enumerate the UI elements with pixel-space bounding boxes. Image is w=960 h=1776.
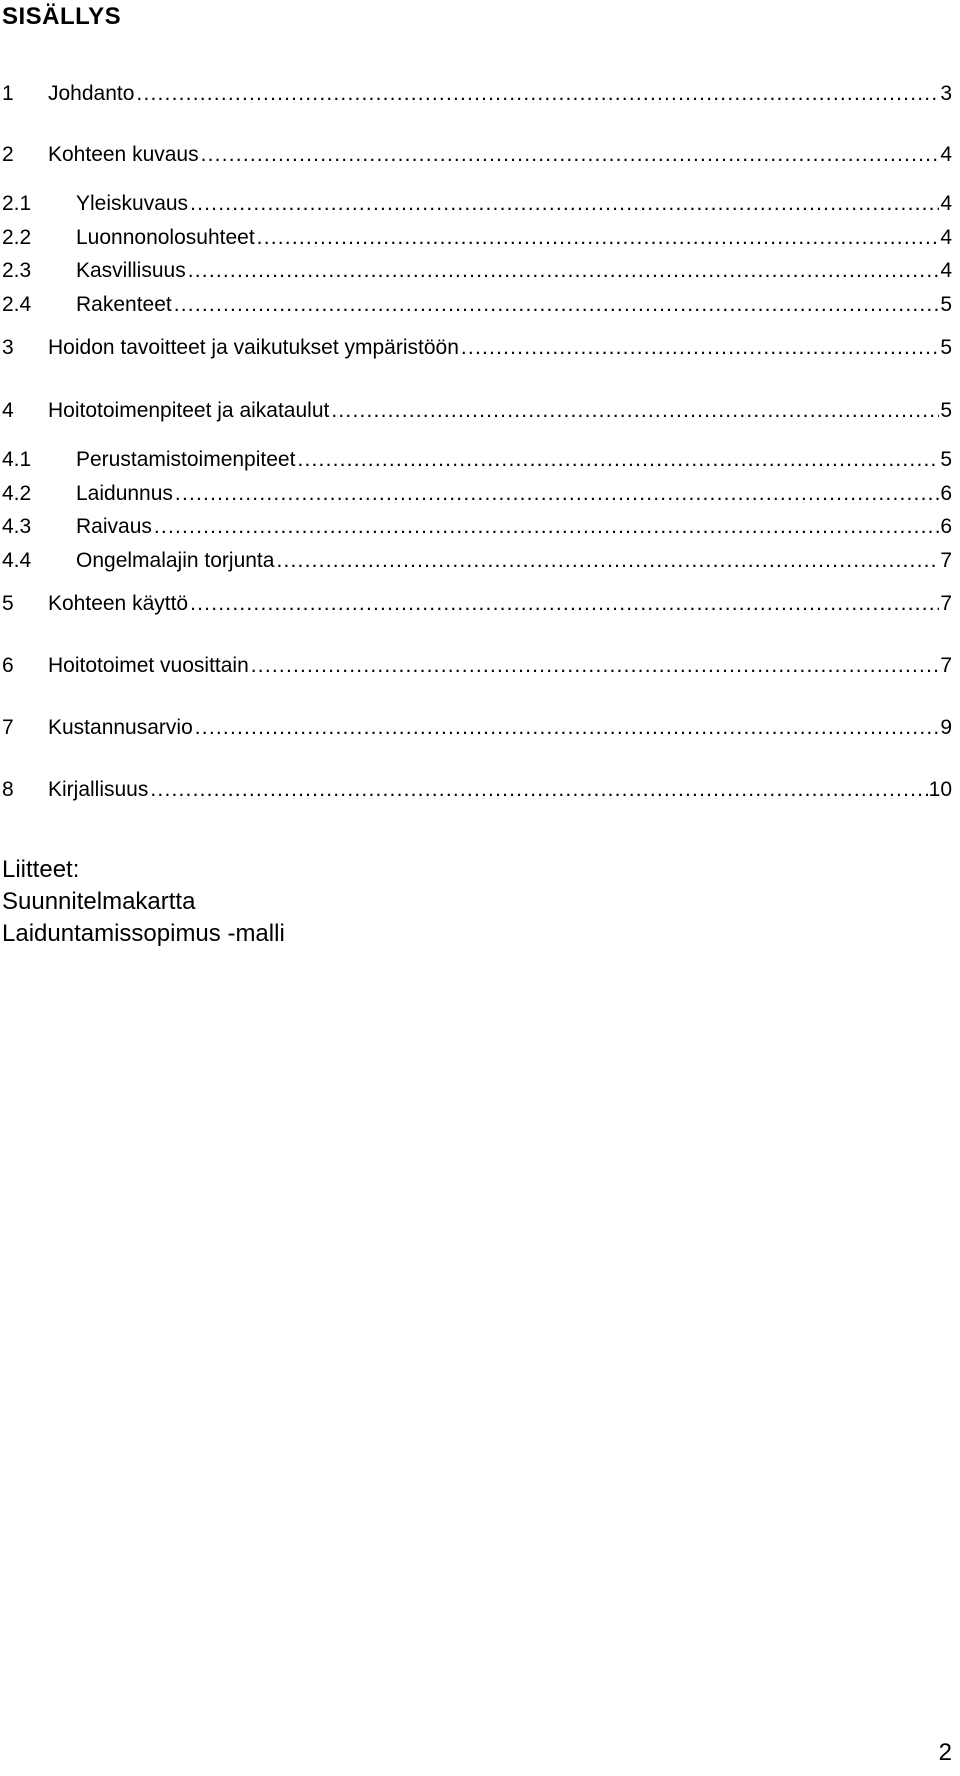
toc-entry-number: 2.2 (2, 226, 32, 249)
toc-entry-2-4[interactable] (2, 291, 952, 319)
toc-entry-1[interactable] (2, 80, 952, 108)
toc-entry-8[interactable] (2, 776, 952, 804)
toc-entry-page: 5 (940, 336, 952, 359)
toc-entry-page: 7 (940, 654, 952, 677)
toc-entry-7[interactable] (2, 714, 952, 742)
toc-entry-number: 2.3 (2, 259, 32, 282)
toc-entry-number: 4 (2, 399, 14, 422)
toc-entry-page: 4 (940, 226, 952, 249)
toc-dot-leader (195, 714, 940, 742)
toc-dot-leader (154, 513, 939, 541)
page-number: 2 (938, 1739, 952, 1766)
toc-entry-page: 6 (940, 515, 952, 538)
toc-dot-leader (190, 590, 939, 618)
toc-entry-label: Raivaus (76, 515, 152, 538)
toc-entry-2-3[interactable] (2, 257, 952, 285)
toc-entry-label: Kirjallisuus (48, 778, 149, 801)
toc-entry-2-2[interactable] (2, 224, 952, 252)
toc-dot-leader (461, 334, 939, 362)
toc-entry-4-4[interactable] (2, 547, 952, 575)
toc-dot-leader (297, 446, 939, 474)
toc-entry-page: 7 (940, 592, 952, 615)
toc-entry-number: 2.1 (2, 192, 32, 215)
toc-entry-page: 5 (940, 399, 952, 422)
toc-entry-number: 4.1 (2, 448, 32, 471)
toc-entry-label: Perustamistoimenpiteet (76, 448, 296, 471)
toc-entry-number: 8 (2, 778, 14, 801)
toc-entry-3[interactable] (2, 334, 952, 362)
toc-entry-page: 9 (940, 716, 952, 739)
toc-entry-label: Luonnonolosuhteet (76, 226, 255, 249)
toc-dot-leader (257, 224, 940, 252)
toc-entry-label: Kasvillisuus (76, 259, 186, 282)
toc-entry-number: 4.2 (2, 482, 32, 505)
toc-dot-leader (251, 652, 940, 680)
toc-entry-2-1[interactable] (2, 190, 952, 218)
attachment-item: Suunnitelmakartta (2, 888, 196, 915)
toc-entry-page: 5 (940, 448, 952, 471)
toc-dot-leader (136, 80, 939, 108)
toc-entry-4[interactable] (2, 397, 952, 425)
toc-entry-label: Kustannusarvio (48, 716, 193, 739)
toc-entry-number: 2.4 (2, 293, 32, 316)
toc-entry-6[interactable] (2, 652, 952, 680)
toc-entry-label: Laidunnus (76, 482, 173, 505)
toc-dot-leader (201, 141, 940, 169)
toc-entry-page: 10 (928, 778, 952, 801)
toc-entry-label: Hoidon tavoitteet ja vaikutukset ympäristöön (48, 336, 459, 359)
toc-entry-number: 5 (2, 592, 14, 615)
toc-entry-page: 5 (940, 293, 952, 316)
toc-entry-number: 2 (2, 143, 14, 166)
toc-entry-page: 7 (940, 549, 952, 572)
toc-entry-page: 4 (940, 259, 952, 282)
toc-dot-leader (331, 397, 939, 425)
toc-entry-label: Kohteen kuvaus (48, 143, 199, 166)
toc-entry-label: Ongelmalajin torjunta (76, 549, 275, 572)
toc-entry-number: 3 (2, 336, 14, 359)
toc-dot-leader (190, 190, 939, 218)
toc-entry-page: 3 (940, 82, 952, 105)
toc-entry-4-3[interactable] (2, 513, 952, 541)
toc-entry-4-1[interactable] (2, 446, 952, 474)
toc-entry-label: Rakenteet (76, 293, 172, 316)
toc-entry-label: Yleiskuvaus (76, 192, 189, 215)
toc-entry-number: 1 (2, 82, 14, 105)
toc-entry-page: 6 (940, 482, 952, 505)
toc-entry-label: Hoitotoimet vuosittain (48, 654, 249, 677)
toc-entry-5[interactable] (2, 590, 952, 618)
toc-entry-label: Hoitotoimenpiteet ja aikataulut (48, 399, 330, 422)
toc-dot-leader (174, 291, 940, 319)
attachments-heading: Liitteet: (2, 856, 80, 883)
toc-entry-page: 4 (940, 192, 952, 215)
toc-entry-number: 4.4 (2, 549, 32, 572)
toc-entry-number: 6 (2, 654, 14, 677)
toc-dot-leader (276, 547, 939, 575)
toc-entry-number: 4.3 (2, 515, 32, 538)
toc-dot-leader (175, 480, 939, 508)
toc-dot-leader (150, 776, 927, 804)
toc-entry-2[interactable] (2, 141, 952, 169)
toc-entry-4-2[interactable] (2, 480, 952, 508)
toc-title: SISÄLLYS (2, 3, 122, 30)
toc-entry-label: Kohteen käyttö (48, 592, 189, 615)
toc-entry-page: 4 (940, 143, 952, 166)
toc-entry-label: Johdanto (48, 82, 135, 105)
toc-dot-leader (188, 257, 940, 285)
toc-entry-number: 7 (2, 716, 14, 739)
attachment-item: Laiduntamissopimus -malli (2, 920, 285, 947)
